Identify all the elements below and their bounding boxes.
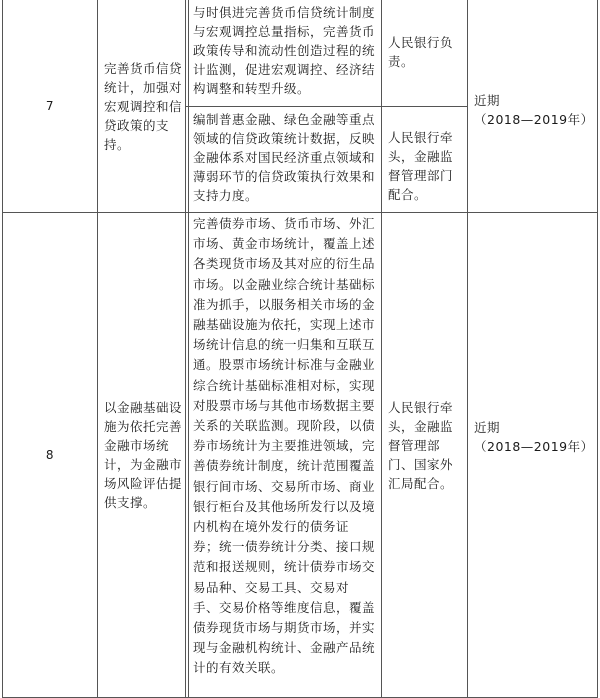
timeline-cell: 近期 （2018—2019年） — [474, 420, 594, 454]
grid-line — [188, 0, 189, 698]
row-number — [3, 213, 97, 697]
content-cell: 与时俱进完善货币信贷统计制度 与宏观调控总量指标，完善货币 政策传导和流动性创造过程的统 计监测，促进宏观调控、经济结 构调整和转型升级。 — [193, 5, 376, 96]
grid-line — [467, 0, 468, 698]
grid-line — [381, 0, 382, 698]
responsible-cell: 人民银行负 责。 — [388, 35, 454, 69]
responsible-cell: 人民银行牵 头，金融监 督管理部 门、国家外 汇局配合。 — [388, 400, 454, 491]
content-cell: 编制普惠金融、绿色金融等重点 领域的信贷政策统计数据，反映 金融体系对国民经济重点领域和 薄弱环节的信贷政策执行效果和 支持力度。 — [193, 112, 376, 203]
timeline-cell: 近期 （2018—2019年） — [474, 93, 594, 127]
grid-line — [185, 106, 467, 107]
grid-line — [97, 0, 98, 698]
task-text: 完善货币信贷 统计，加强对 宏观调控和信 贷政策的支 持。 — [104, 60, 183, 152]
task-cell — [104, 213, 184, 697]
row-number-text: 7 — [45, 98, 55, 113]
task-cell — [104, 0, 184, 212]
row-number-text: 8 — [45, 447, 55, 462]
task-text: 以金融基础设 施为依托完善 金融市场统 计，为金融市 场风险评估提 供支撑。 — [104, 400, 183, 510]
content-cell: 完善债券市场、货币市场、外汇 市场、黄金市场统计，覆盖上述 各类现货市场及其对应的衍生品 市场。以金融业综合统计基础标 准为抓手，以服务相关市场的金 融基础设施为依托，实现上述市 场统计信息的统一归集和互联互 通。股票市场统计标准与金融业 综合统计基础标准相对标，实现 对股票市场与其他市场数据主要 关系的关联监测。现阶段，以债 券市场统计为主要推进领域，完 善债券统计制度，统计范围覆盖 银行间市场、交易所市场、商业 银行柜台及其他场所发行以及境 内机构在境外发行的债务证 券；统一债券统计分类、接口规 范和报送规则，统计债券市场交 易品种、交易工具、交易对 手、交易价格等维度信息，覆盖 债券现货市场与期货市场，并实 现与金融机构统计、金融产品统 计的有效关联。 — [193, 216, 376, 676]
responsible-cell: 人民银行牵 头，金融监 督管理部门 配合。 — [388, 130, 454, 202]
grid-line — [185, 0, 186, 698]
grid-line — [597, 0, 598, 698]
row-number — [3, 0, 97, 212]
